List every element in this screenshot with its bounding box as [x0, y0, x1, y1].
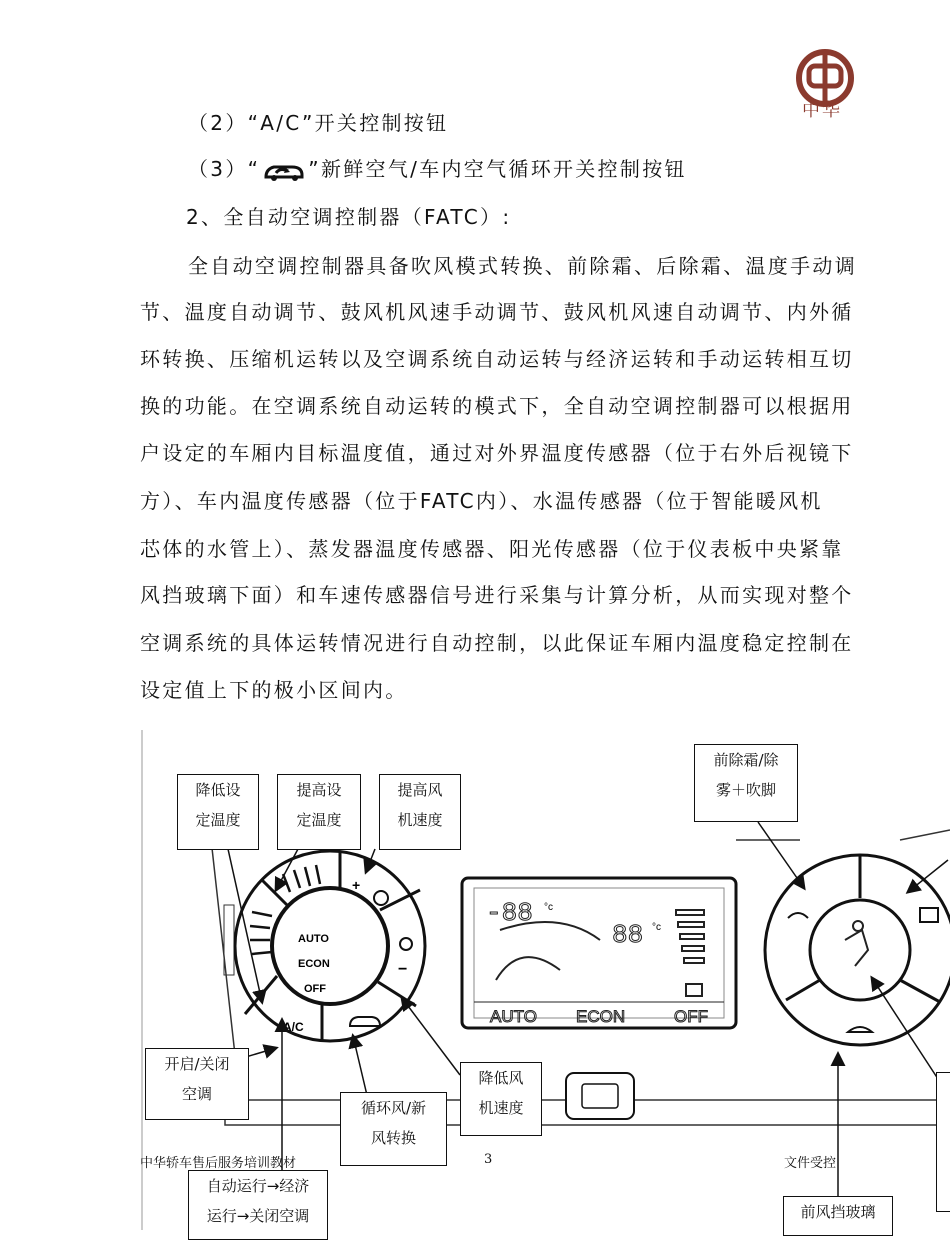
para-line: 风挡玻璃下面）和车速传感器信号进行采集与计算分析，从而实现对整个	[140, 583, 854, 607]
svg-text:+: +	[352, 877, 361, 893]
item3-suffix: ”新鲜空气/车内空气循环开关控制按钮	[308, 157, 687, 181]
svg-text:A/C: A/C	[283, 1020, 304, 1034]
callout-mode-cycle: 自动运行→经济 运行→关闭空调	[188, 1170, 328, 1240]
para-line: 环转换、压缩机运转以及空调系统自动运转与经济运转和手动运转相互切	[140, 347, 854, 371]
callout-windshield: 前风挡玻璃	[783, 1196, 893, 1236]
lcd-econ: ECON	[576, 1007, 626, 1026]
svg-text:°c: °c	[652, 922, 661, 933]
temperature-fan-knob[interactable]	[235, 851, 425, 1041]
item3-prefix: （3）“	[188, 157, 261, 181]
logo-text: 中华	[802, 100, 842, 121]
svg-text:OFF: OFF	[304, 983, 326, 995]
para-line: 全自动空调控制器具备吹风模式转换、前除霜、后除霜、温度手动调	[188, 254, 857, 278]
svg-text:ECON: ECON	[298, 958, 330, 970]
para-line: 方）、车内温度传感器（位于FATC内）、水温传感器（位于智能暖风机	[140, 489, 823, 513]
para-line: 户设定的车厢内目标温度值，通过对外界温度传感器（位于右外后视镜下	[140, 441, 854, 465]
item-recirc-switch	[188, 156, 687, 183]
svg-text:88: 88	[612, 920, 644, 950]
sensor-grille	[566, 1073, 634, 1119]
svg-text:-88: -88	[486, 898, 533, 928]
lcd-auto: AUTO	[490, 1007, 537, 1026]
callout-lower-fan: 降低风 机速度	[460, 1062, 542, 1136]
recirculation-car-icon	[262, 159, 306, 183]
lcd-display	[462, 878, 736, 1028]
callout-lower-temp: 降低设 定温度	[177, 774, 259, 850]
svg-text:−: −	[398, 961, 408, 978]
para-line: 设定值上下的极小区间内。	[140, 678, 408, 702]
lcd-off: OFF	[674, 1007, 708, 1026]
item-ac-switch: （2）“A/C”开关控制按钮	[188, 111, 449, 135]
callout-defrost-feet: 前除霜/除 雾＋吹脚	[694, 744, 798, 822]
svg-text:AUTO: AUTO	[298, 933, 329, 945]
callout-ac-onoff: 开启/关闭 空调	[145, 1048, 249, 1120]
callout-recirc: 循环风/新 风转换	[340, 1092, 447, 1166]
callout-raise-fan: 提高风 机速度	[379, 774, 461, 850]
callout-cutoff	[936, 1072, 950, 1212]
para-line: 空调系统的具体运转情况进行自动控制，以此保证车厢内温度稳定控制在	[140, 631, 854, 655]
para-line: 换的功能。在空调系统自动运转的模式下，全自动空调控制器可以根据用	[140, 394, 854, 418]
para-line: 芯体的水管上）、蒸发器温度传感器、阳光传感器（位于仪表板中央紧靠	[140, 537, 844, 561]
section-heading: 2、全自动空调控制器（FATC）:	[186, 205, 512, 229]
callout-raise-temp: 提高设 定温度	[277, 774, 361, 850]
page-number: 3	[484, 1152, 493, 1167]
svg-text:°c: °c	[544, 902, 553, 913]
mode-knob[interactable]	[765, 855, 950, 1045]
footer-left: 中华轿车售后服务培训教材	[140, 1156, 297, 1171]
footer-right: 文件受控	[784, 1156, 837, 1171]
para-line: 节、温度自动调节、鼓风机风速手动调节、鼓风机风速自动调节、内外循	[140, 300, 854, 324]
